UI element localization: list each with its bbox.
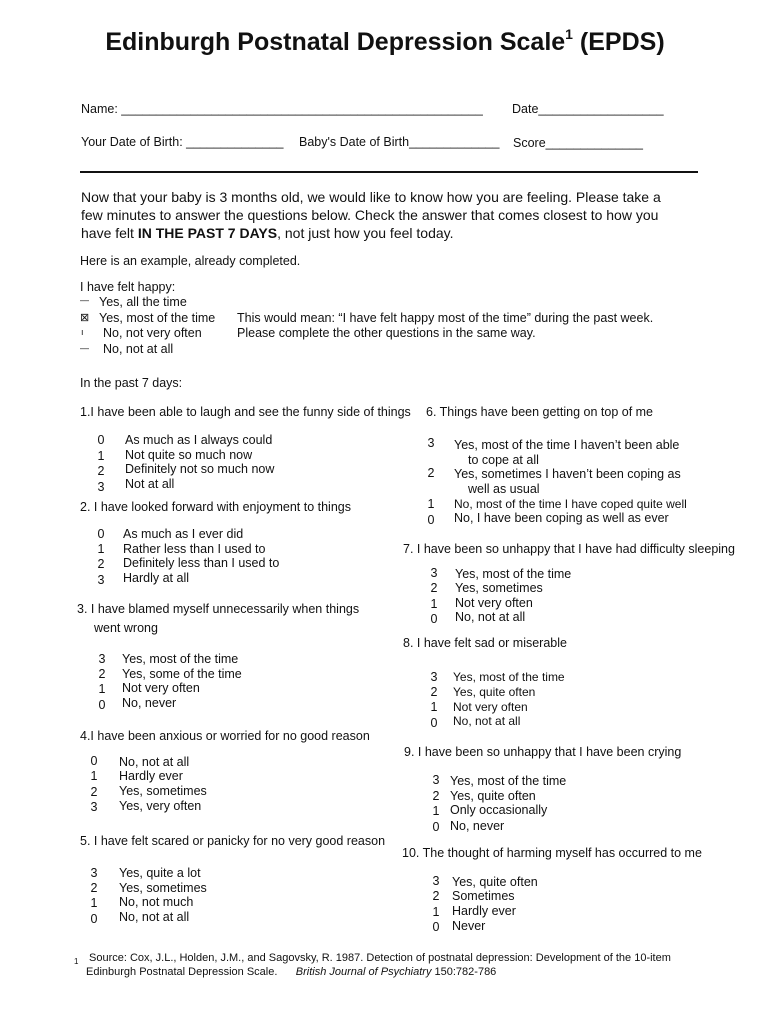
footnote-line-2 [86, 966, 496, 978]
q6-option-2[interactable]: Yes, sometimes I haven’t been coping as [454, 467, 681, 481]
q10-option-1[interactable]: Yes, quite often [452, 875, 538, 889]
score-field[interactable]: Score______________ [513, 136, 643, 150]
q4-score-4: 3 [90, 800, 98, 814]
question-4-label: 4.I have been anxious or worried for no good reason [80, 729, 370, 743]
q1-option-4[interactable]: Not at all [125, 477, 175, 491]
name-field[interactable]: Name: ____________________________________________________ [81, 102, 483, 116]
example-note-1: This would mean: “I have felt happy most of the time” during the past week. [237, 311, 654, 325]
question-1-label: 1.I have been able to laugh and see the funny side of things [80, 405, 411, 419]
question-7-label: 7. I have been so unhappy that I have had difficulty sleeping [403, 542, 735, 556]
q6-option-2-line2[interactable]: well as usual [468, 482, 540, 496]
q4-score-3: 2 [90, 785, 98, 799]
q10-option-3[interactable]: Hardly ever [452, 904, 516, 918]
q7-score-3: 1 [430, 597, 438, 611]
q9-score-3: 1 [432, 804, 440, 818]
example-option-1: Yes, all the time [99, 295, 187, 309]
intro-text [81, 188, 681, 242]
q6-score-4: 0 [427, 513, 435, 527]
example-mark-4[interactable]: — [80, 343, 89, 353]
q6-score-2: 2 [427, 466, 435, 480]
q3-score-4: 0 [98, 698, 106, 712]
title-suffix: (EPDS) [572, 28, 665, 56]
q9-option-1[interactable]: Yes, most of the time [450, 774, 567, 788]
q5-option-3[interactable]: No, not much [119, 895, 194, 909]
title-footnote-mark: 1 [565, 26, 573, 42]
question-9-label: 9. I have been so unhappy that I have been crying [404, 745, 682, 759]
q5-score-4: 0 [90, 912, 98, 926]
q7-option-2[interactable]: Yes, sometimes [455, 581, 543, 595]
q5-score-1: 3 [90, 866, 98, 880]
q7-option-1[interactable]: Yes, most of the time [455, 567, 572, 581]
q5-option-4[interactable]: No, not at all [119, 910, 190, 924]
q8-option-4[interactable]: No, not at all [453, 714, 521, 728]
q10-score-1: 3 [432, 874, 440, 888]
q9-score-1: 3 [432, 773, 440, 787]
q8-score-2: 2 [430, 685, 438, 699]
q10-score-2: 2 [432, 889, 440, 903]
q6-score-3: 1 [427, 497, 435, 511]
example-option-3: No, not very often [103, 326, 202, 340]
q9-option-2[interactable]: Yes, quite often [450, 789, 536, 803]
q10-score-4: 0 [432, 920, 440, 934]
q5-score-3: 1 [90, 896, 98, 910]
q3-score-2: 2 [98, 667, 106, 681]
q7-score-1: 3 [430, 566, 438, 580]
q2-option-3[interactable]: Definitely less than I used to [123, 556, 280, 570]
q1-score-1: 0 [97, 433, 105, 447]
q2-option-4[interactable]: Hardly at all [123, 571, 189, 585]
q4-option-2[interactable]: Hardly ever [119, 769, 183, 783]
q10-score-3: 1 [432, 905, 440, 919]
q8-score-1: 3 [430, 670, 438, 684]
q1-score-3: 2 [97, 464, 105, 478]
q6-option-1[interactable]: Yes, most of the time I haven’t been able [454, 438, 680, 452]
q10-option-2[interactable]: Sometimes [452, 889, 515, 903]
question-2-label: 2. I have looked forward with enjoyment to things [80, 500, 351, 514]
q8-option-3[interactable]: Not very often [453, 700, 528, 714]
example-question: I have felt happy: [80, 280, 176, 294]
q3-option-3[interactable]: Not very often [122, 681, 200, 695]
title-text: Edinburgh Postnatal Depression Scale [105, 28, 566, 56]
example-mark-2[interactable]: ⊠ [80, 312, 90, 324]
footnote-journal: British Journal of Psychiatry [295, 966, 432, 978]
q9-score-4: 0 [432, 820, 440, 834]
q1-option-3[interactable]: Definitely not so much now [125, 462, 275, 476]
q3-score-1: 3 [98, 652, 106, 666]
question-5-label: 5. I have felt scared or panicky for no very good reason [80, 834, 386, 848]
q4-option-4[interactable]: Yes, very often [119, 799, 202, 813]
question-6-label: 6. Things have been getting on top of me [426, 405, 654, 419]
footnote-citation: 150:782-786 [431, 966, 497, 978]
q7-score-2: 2 [430, 581, 438, 595]
q9-option-3[interactable]: Only occasionally [450, 803, 548, 817]
footnote-mark: 1 [74, 957, 79, 966]
q1-option-2[interactable]: Not quite so much now [125, 448, 253, 462]
question-8-label: 8. I have felt sad or miserable [403, 636, 567, 650]
example-heading: Here is an example, already completed. [80, 254, 301, 268]
q4-option-1[interactable]: No, not at all [119, 755, 190, 769]
q4-score-1: 0 [90, 754, 98, 768]
q7-score-4: 0 [430, 612, 438, 626]
q2-score-1: 0 [97, 527, 105, 541]
q2-option-1[interactable]: As much as I ever did [123, 527, 244, 541]
q3-option-2[interactable]: Yes, some of the time [122, 667, 242, 681]
q6-option-3[interactable]: No, most of the time I have coped quite well [454, 497, 687, 511]
q7-option-4[interactable]: No, not at all [455, 610, 526, 624]
question-3-label: 3. I have blamed myself unnecessarily when things [77, 602, 360, 616]
intro-before: Now that your baby is 3 months old, we would like to know how you are feeling. Please take a few minutes to answer the questions below. Check the answer that comes closest to how you have felt [81, 189, 661, 241]
q1-option-1[interactable]: As much as I always could [125, 433, 273, 447]
baby-dob-field[interactable]: Baby's Date of Birth_____________ [299, 135, 500, 149]
q8-score-4: 0 [430, 716, 438, 730]
intro-after: , not just how you feel today. [277, 225, 454, 241]
q2-score-2: 1 [97, 542, 105, 556]
q3-option-4[interactable]: No, never [122, 696, 177, 710]
q5-option-2[interactable]: Yes, sometimes [119, 881, 207, 895]
example-note-2: Please complete the other questions in the same way. [237, 326, 536, 340]
footnote-scale-name: Edinburgh Postnatal Depression Scale. [86, 966, 278, 978]
page-title [0, 28, 770, 57]
q6-option-4[interactable]: No, I have been coping as well as ever [454, 511, 669, 525]
example-mark-1[interactable]: — [80, 295, 89, 305]
q3-score-3: 1 [98, 682, 106, 696]
q8-option-2[interactable]: Yes, quite often [453, 685, 536, 699]
q3-option-1[interactable]: Yes, most of the time [122, 652, 239, 666]
q8-option-1[interactable]: Yes, most of the time [453, 670, 565, 684]
date-field[interactable]: Date__________________ [512, 102, 664, 116]
q1-score-2: 1 [97, 449, 105, 463]
intro-bold: IN THE PAST 7 DAYS [137, 225, 278, 241]
q6-score-1: 3 [427, 436, 435, 450]
q6-option-1-line2[interactable]: to cope at all [468, 453, 539, 467]
q8-score-3: 1 [430, 700, 438, 714]
q10-option-4[interactable]: Never [452, 919, 486, 933]
q5-option-1[interactable]: Yes, quite a lot [119, 866, 201, 880]
footnote-line-1: Source: Cox, J.L., Holden, J.M., and Sagovsky, R. 1987. Detection of postnatal depression: Development of the 10-item [89, 952, 671, 964]
q4-score-2: 1 [90, 769, 98, 783]
example-mark-3[interactable]: ı [81, 327, 84, 337]
q7-option-3[interactable]: Not very often [455, 596, 533, 610]
q9-score-2: 2 [432, 789, 440, 803]
q1-score-4: 3 [97, 480, 105, 494]
q2-score-4: 3 [97, 573, 105, 587]
q5-score-2: 2 [90, 881, 98, 895]
q4-option-3[interactable]: Yes, sometimes [119, 784, 207, 798]
dob-field[interactable]: Your Date of Birth: ______________ [81, 135, 284, 149]
past-7-days-heading: In the past 7 days: [80, 376, 183, 390]
q2-option-2[interactable]: Rather less than I used to [123, 542, 266, 556]
example-option-4: No, not at all [103, 342, 174, 356]
q9-option-4[interactable]: No, never [450, 819, 505, 833]
q2-score-3: 2 [97, 557, 105, 571]
divider [80, 171, 698, 173]
example-option-2: Yes, most of the time [99, 311, 216, 325]
question-10-label: 10. The thought of harming myself has occurred to me [402, 846, 702, 860]
question-3-label-line2: went wrong [94, 621, 158, 635]
